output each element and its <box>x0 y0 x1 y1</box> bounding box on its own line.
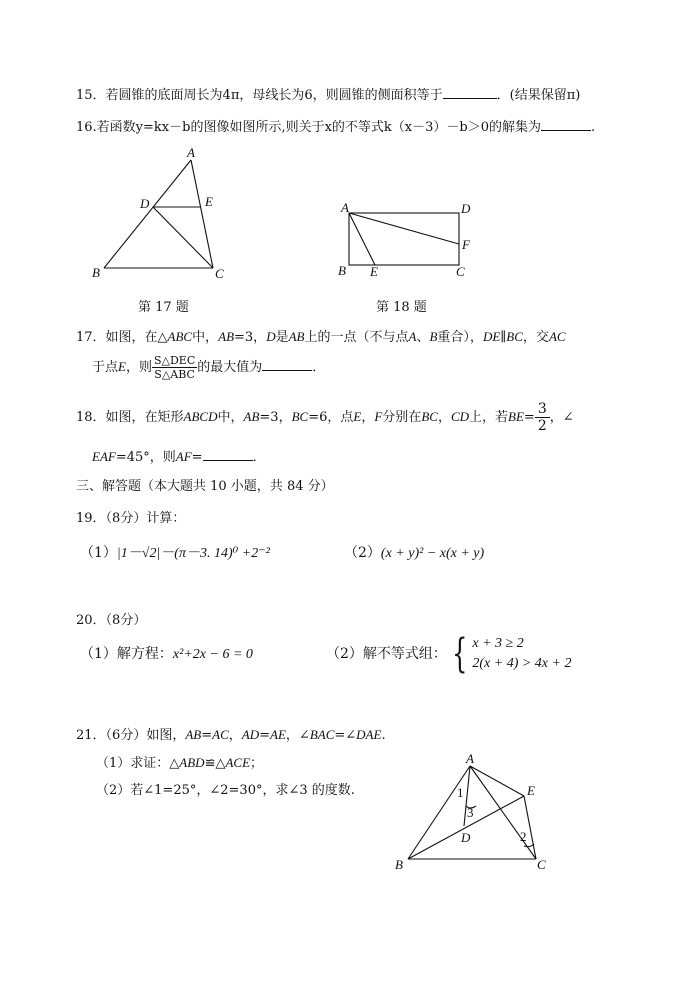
question-17-line2 <box>92 352 325 383</box>
fig21-label-angle3: 3 <box>467 805 474 820</box>
q18-var-af: AF <box>175 449 192 464</box>
fig21-segment-ac <box>470 766 536 859</box>
q18-var-be: BE <box>508 409 524 424</box>
fig21-label-d: D <box>461 830 471 845</box>
q18-text-f: ， <box>361 410 375 425</box>
question-20-part1 <box>80 645 253 664</box>
q18-answer-blank <box>203 446 253 461</box>
q17-var-ac: AC <box>548 329 566 344</box>
q21-text-b: = <box>201 728 213 743</box>
q21-var-dae: DAE <box>356 727 382 742</box>
q18-var-e: E <box>353 409 362 424</box>
q21-p1-text-b: ≌△ <box>204 756 226 771</box>
q17-var-b: B <box>429 329 438 344</box>
fig18-label-d: D <box>461 201 471 216</box>
q18-var-bc2: BC <box>421 409 438 424</box>
q18-var-f: F <box>374 409 383 424</box>
fig21-label-angle1: 1 <box>457 785 464 800</box>
q17-area-ratio-fraction <box>152 354 197 381</box>
q17-text-c: =3， <box>234 330 267 345</box>
q18-var-cd: CD <box>450 409 470 424</box>
q21-var-ad: AD <box>241 727 260 742</box>
q17-var-ab: AB <box>218 329 235 344</box>
fig17-label-d: D <box>140 196 150 211</box>
section-3-heading: 三、解答题（本大题共 10 小题，共 84 分） <box>76 479 334 494</box>
q17-var-e: E <box>118 359 126 374</box>
q20-p1-expression: x²+2x − 6 = 0 <box>172 647 253 662</box>
q18-text-j: = <box>523 410 535 425</box>
q17-text-j: ，交 <box>522 330 549 345</box>
q18-text-l2b: = <box>191 450 203 465</box>
fig21-segment-ec <box>524 796 536 859</box>
q17-frac-numerator: S△DEC <box>153 354 196 367</box>
q18-text-d: =6，点 <box>308 410 354 425</box>
q17-text-b: 中， <box>192 330 219 345</box>
fig18-segment-ae <box>349 213 375 265</box>
fig18-label-b: B <box>338 263 346 278</box>
q19-p2-expression: (x + y)² − x(x + y) <box>380 546 485 561</box>
fig21-label-b: B <box>395 857 403 872</box>
q21-text-f: =∠ <box>334 728 357 743</box>
q21-p1-text-c: ； <box>250 756 264 771</box>
q17-text-l2c: 的最大值为 <box>197 360 263 375</box>
question-19-part1 <box>80 544 270 563</box>
q17-var-d: D <box>266 329 276 344</box>
q17-text-g: 、 <box>416 330 430 345</box>
q20-system-brace: { <box>452 631 468 677</box>
q16-tail: . <box>590 120 596 135</box>
q19-p1-expression: |1－√2|－(π－3. 14)⁰ +2⁻² <box>116 546 270 561</box>
fig18-segment-af <box>349 213 459 244</box>
q18-text-l2a: =45°，则 <box>115 450 176 465</box>
q17-var-a: A <box>408 329 417 344</box>
fig21-segment-ab <box>408 766 470 859</box>
fig17-label-b: B <box>92 265 100 280</box>
q21-var-bac: BAC <box>309 727 335 742</box>
q17-text-h: 重合）， <box>437 330 483 345</box>
q17-frac-denominator: S△ABC <box>154 368 195 381</box>
fig18-caption: 第 18 题 <box>376 300 427 315</box>
fig17-segment-ba <box>104 160 191 268</box>
q18-tail: ． <box>252 450 266 465</box>
q17-tail: ． <box>312 360 326 375</box>
q21-p1-text-a: （1）求证：△ <box>96 756 180 771</box>
question-21-title <box>76 726 386 745</box>
q18-var-ab: AB <box>243 409 260 424</box>
q21-text-c: ， <box>228 728 242 743</box>
q17-text-parallel: ∥ <box>500 330 507 345</box>
q18-var-eaf: EAF <box>92 449 116 464</box>
question-18-line2 <box>92 446 266 467</box>
q20-p2-label: （2）解不等式组： <box>326 646 447 662</box>
q19-p1-label: （1） <box>80 545 117 561</box>
q18-frac-numerator: 3 <box>535 401 550 418</box>
fig18-label-c: C <box>456 264 465 279</box>
q20-system-line1: x + 3 ≥ 2 <box>472 636 524 651</box>
q17-var-abc: ABC <box>167 329 193 344</box>
question-20-title: 20．（8分） <box>76 613 147 628</box>
q18-be-fraction <box>535 401 550 434</box>
fig21-label-a: A <box>466 751 474 766</box>
q16-text: 16.若函数y=kx－b的图像如图所示,则关于x的不等式k（x－3）－b＞0的解集为 <box>76 120 541 135</box>
q17-text-f: 上的一点（不与点 <box>304 330 409 345</box>
q21-p1-var-ace: ACE <box>225 755 251 770</box>
q17-var-ab2: AB <box>288 329 305 344</box>
fig21-segment-ae <box>470 766 524 796</box>
fig17-label-e: E <box>205 194 213 209</box>
q21-var-ae: AE <box>270 727 286 742</box>
q21-var-ac: AC <box>212 727 229 742</box>
fig21-label-e: E <box>527 783 535 798</box>
q18-text-a: 18．如图，在矩形 <box>76 410 184 425</box>
fig21-label-c: C <box>537 857 546 872</box>
q18-text-c: =3， <box>259 410 292 425</box>
q18-text-h: ， <box>437 410 451 425</box>
q17-text-a: 17．如图，在△ <box>76 330 168 345</box>
q17-text-e: 是 <box>275 330 289 345</box>
q17-text-l2b: ，则 <box>125 360 152 375</box>
q17-text-l2a: 于点 <box>92 360 119 375</box>
q15-text: 15．若圆锥的底面周长为4π，母线长为6，则圆锥的侧面积等于 <box>76 88 443 103</box>
q20-system <box>472 634 571 674</box>
fig18-label-a: A <box>341 200 349 215</box>
fig18-label-e: E <box>370 264 378 279</box>
question-21-part1 <box>96 754 263 773</box>
question-17-line1 <box>76 328 566 347</box>
fig17-caption: 第 17 题 <box>138 300 189 315</box>
question-20-part2 <box>326 631 572 677</box>
q20-system-line2: 2(x + 4) > 4x + 2 <box>472 656 572 671</box>
q17-var-de: DE <box>482 329 501 344</box>
fig21-label-angle2: 2 <box>520 829 527 844</box>
q21-text-a: 21．（6分）如图， <box>76 728 186 743</box>
q17-var-bc: BC <box>506 329 523 344</box>
q20-p1-label: （1）解方程： <box>80 646 173 662</box>
question-19-title: 19．（8分）计算： <box>76 511 186 526</box>
q15-tail: ．(结果保留π) <box>496 88 581 103</box>
q21-p1-var-abd: ABD <box>179 755 205 770</box>
fig17-label-c: C <box>215 266 224 281</box>
q18-text-b: 中， <box>217 410 244 425</box>
q18-text-i: 上，若 <box>469 410 509 425</box>
question-18-line1 <box>76 400 574 435</box>
q18-text-g: 分别在 <box>382 410 422 425</box>
q18-frac-denominator: 2 <box>537 418 547 434</box>
q19-p2-label: （2） <box>344 545 381 561</box>
q21-text-d: = <box>259 728 271 743</box>
question-21-part2: （2）若∠1=25°，∠2=30°，求∠3 的度数. <box>96 783 355 798</box>
q18-var-abcd: ABCD <box>183 409 218 424</box>
fig18-label-f: F <box>462 237 470 252</box>
fig17-segment-dc <box>153 207 213 268</box>
q17-answer-blank <box>262 356 312 371</box>
q18-text-k: ，∠ <box>549 410 574 425</box>
q18-var-bc: BC <box>291 409 309 424</box>
q21-var-ab: AB <box>185 727 202 742</box>
fig17-label-a: A <box>187 145 195 160</box>
q21-text-g: . <box>381 728 386 743</box>
fig17-segment-ac <box>191 160 213 268</box>
q21-text-e: ，∠ <box>285 728 310 743</box>
question-19-part2 <box>344 544 484 563</box>
